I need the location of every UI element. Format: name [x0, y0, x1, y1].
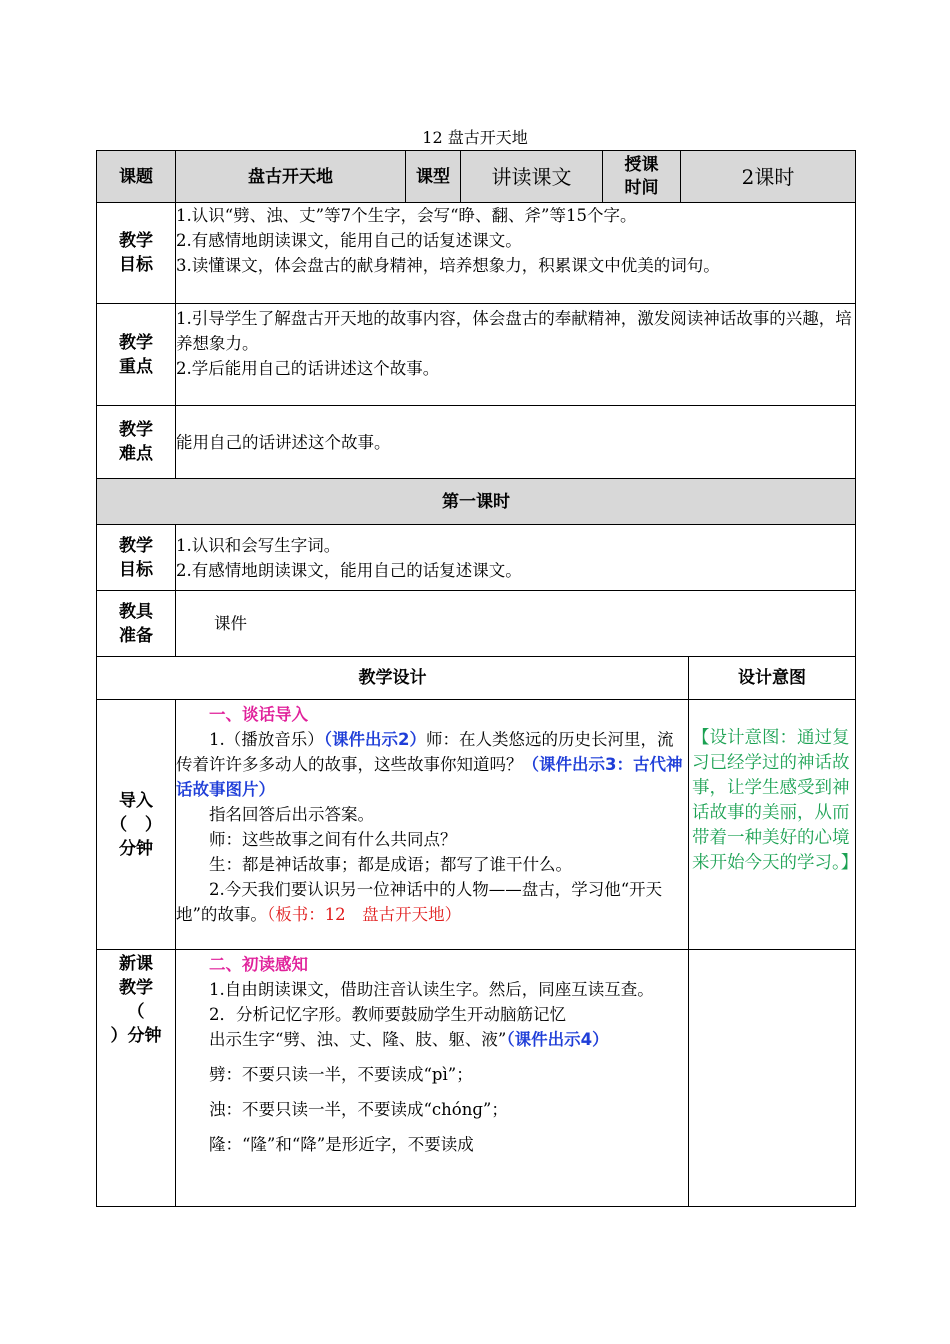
lesson-goals-label [97, 525, 176, 591]
new-lesson-heading: 二、初读感知 [209, 955, 308, 974]
key-point-line-1: 1.引导学生了解盘古开天地的故事内容，体会盘古的奉献精神，激发阅读神话故事的兴趣，培养想象力。 [176, 309, 852, 353]
topic-label: 课题 [97, 151, 176, 203]
goal-line-3: 3.读懂课文，体会盘古的献身精神，培养想象力，积累课文中优美的词句。 [176, 256, 720, 275]
lesson-goals-row [97, 525, 856, 591]
materials-label-text: 教具准备 [119, 601, 153, 646]
hours-value: 2课时 [681, 151, 856, 203]
design-header: 教学设计 [97, 657, 689, 700]
new-lesson-paragraph-1: 1.自由朗读课文，借助注音认读生字。然后，同座互读互查。 [209, 980, 654, 999]
header-row [97, 151, 856, 203]
difficulty-label-text: 教学难点 [119, 420, 153, 464]
intro-label-line-3: 分钟 [119, 838, 153, 859]
new-lesson-paragraph-2: 2．分析记忆字形。教师要鼓励学生开动脑筋记忆 [209, 1005, 566, 1024]
new-lesson-paragraph-3 [176, 1027, 688, 1052]
lesson-plan-table [96, 150, 859, 1207]
key-points-row [97, 304, 856, 406]
lesson-goal-line-1: 1.认识和会写生字词。 [176, 535, 341, 555]
materials-label [97, 591, 176, 657]
key-points-label [97, 304, 176, 406]
new-lesson-label-line-4: ）分钟 [110, 1026, 162, 1046]
new-lesson-p3-a: 出示生字“劈、浊、丈、隆、肢、躯、液” [209, 1030, 507, 1049]
intro-content [176, 700, 689, 950]
type-label: 课型 [406, 151, 461, 203]
first-lesson-row [97, 479, 856, 525]
materials-row [97, 591, 856, 657]
type-value: 讲读课文 [461, 151, 603, 203]
intro-p1-b: （课件出示2） [323, 730, 426, 749]
goals-content [176, 203, 856, 304]
new-lesson-paragraph-6: 隆：“隆”和“降”是形近字，不要读成 [209, 1135, 474, 1154]
intro-heading: 一、谈话导入 [209, 705, 308, 724]
difficulty-row [97, 406, 856, 479]
goals-label-text: 教学目标 [119, 231, 153, 275]
goals-label [97, 203, 176, 304]
new-lesson-label-line-1: 新课 [119, 954, 153, 974]
intro-paragraph-4: 生：都是神话故事；都是成语；都写了谁干什么。 [209, 855, 572, 874]
new-lesson-content [176, 950, 689, 1207]
key-points-label-text: 教学重点 [119, 332, 153, 377]
intro-label [97, 700, 176, 950]
key-points-content [176, 304, 856, 406]
design-header-row [97, 657, 856, 700]
intro-paragraph-5 [176, 877, 688, 927]
intro-p5-b: （板书：12 盘古开天地） [266, 905, 462, 924]
intro-label-line-2: （ ） [110, 814, 162, 835]
intent-header: 设计意图 [689, 657, 856, 700]
new-lesson-label [97, 950, 176, 1207]
new-lesson-paragraph-4: 劈：不要只读一半，不要读成“pì”； [209, 1065, 473, 1084]
document-title: 12 盘古开天地 [422, 128, 528, 147]
first-lesson-title: 第一课时 [97, 479, 856, 525]
lesson-goals-content [176, 525, 856, 591]
new-lesson-intent [689, 950, 856, 1207]
time-label-text: 授课时间 [624, 154, 659, 198]
intro-p1-d: （课件出示3：古代神话故事图片） [176, 755, 683, 799]
new-lesson-paragraph-5: 浊：不要只读一半，不要读成“chónɡ”； [209, 1100, 508, 1119]
intro-label-line-1: 导入 [119, 790, 153, 811]
new-lesson-p3-b: （课件出示4） [506, 1030, 609, 1049]
materials-text: 课件 [214, 614, 247, 633]
difficulty-label [97, 406, 176, 479]
intro-p1-a: 1.（播放音乐） [209, 730, 324, 749]
intro-p5-a: 2.今天我们要认识另一位神话中的人物——盘古，学习他“开天地”的故事。 [176, 880, 663, 924]
intro-intent [689, 700, 859, 950]
goal-line-2: 2.有感情地朗读课文，能用自己的话复述课文。 [176, 231, 522, 250]
difficulty-content: 能用自己的话讲述这个故事。 [176, 406, 856, 479]
lesson-goals-label-text: 教学目标 [119, 535, 153, 580]
intro-intent-text: 【设计意图：通过复习已经学过的神话故事，让学生感受到神话故事的美丽，从而带着一种美好的心境来开始今天的学习。】 [692, 728, 859, 873]
new-lesson-row [97, 950, 856, 1207]
goal-line-1: 1.认识“劈、浊、丈”等7个生字，会写“睁、翻、斧”等15个字。 [176, 206, 637, 225]
intro-paragraph-2: 指名回答后出示答案。 [209, 805, 374, 824]
intro-paragraph-1 [176, 727, 688, 802]
materials-content [176, 591, 856, 657]
goals-row [97, 203, 856, 304]
intro-p1-c: 师：在人类悠远的历史长河里，流传着许许多多动人的故事，这些故事你知道吗？ [176, 730, 674, 774]
intro-paragraph-3: 师：这些故事之间有什么共同点？ [209, 830, 457, 849]
lesson-goal-line-2: 2.有感情地朗读课文，能用自己的话复述课文。 [176, 560, 522, 580]
time-label [603, 151, 681, 203]
new-lesson-label-line-2: 教学 [119, 978, 153, 998]
intro-row [97, 700, 856, 950]
topic-value: 盘古开天地 [176, 151, 406, 203]
key-point-line-2: 2.学后能用自己的话讲述这个故事。 [176, 359, 440, 378]
new-lesson-label-line-3: （ [127, 1002, 145, 1022]
